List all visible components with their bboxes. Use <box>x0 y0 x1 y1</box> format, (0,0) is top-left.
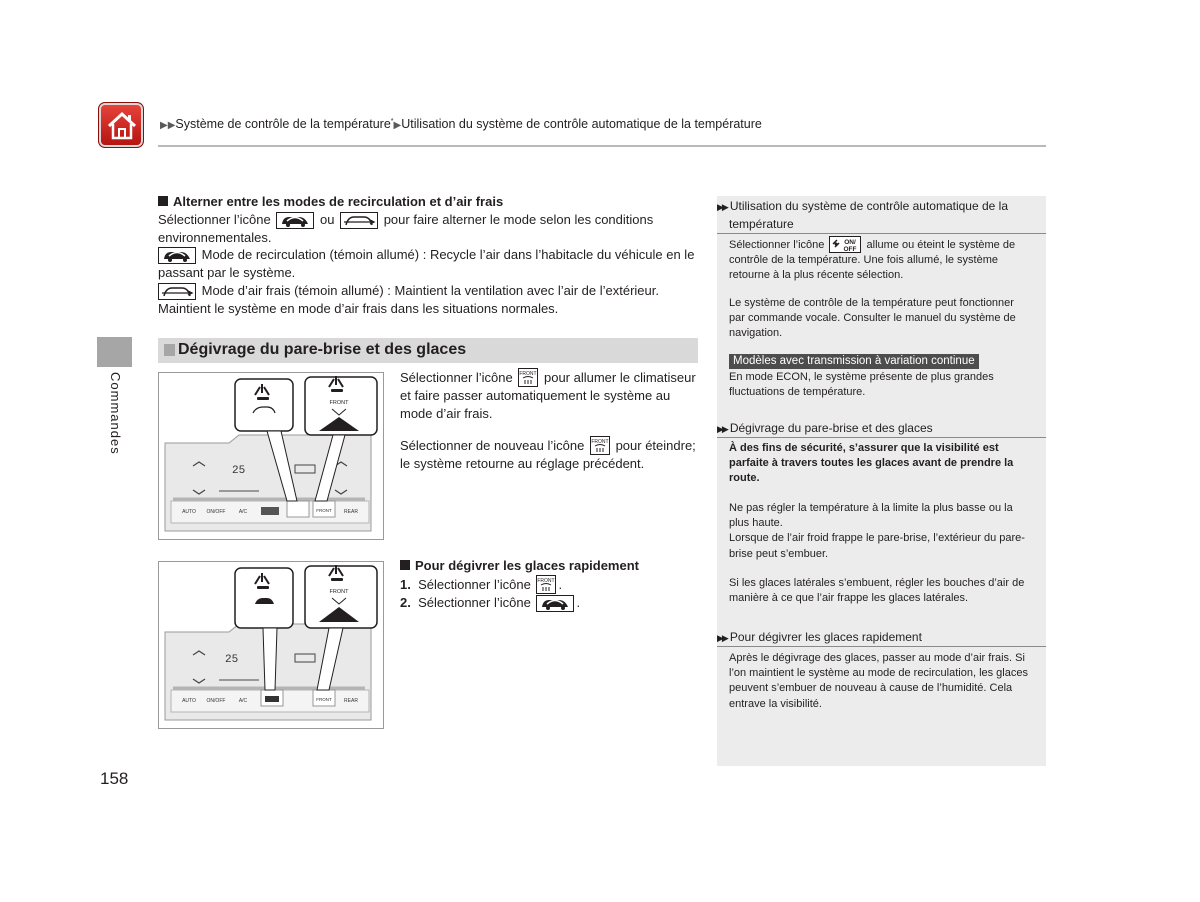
svg-text:ON/OFF: ON/OFF <box>206 698 226 704</box>
climate-panel-drawing <box>159 562 384 729</box>
square-bullet-icon <box>158 196 168 206</box>
svg-text:A/C: A/C <box>238 509 248 515</box>
note-title-defrost: ▶▶ Dégivrage du pare-brise et des glaces <box>717 421 933 435</box>
double-arrow-icon: ▶▶ <box>717 633 727 643</box>
svg-text:REAR: REAR <box>344 698 358 704</box>
section-title: Dégivrage du pare-brise et des glaces <box>178 341 467 358</box>
defrost-p2-line1: Sélectionner de nouveau l’icône FRONT pour éteindre; <box>400 438 696 453</box>
note-title-auto-control-cont: température <box>729 217 794 231</box>
svg-text:REAR: REAR <box>344 509 358 515</box>
recirculation-icon <box>536 595 574 612</box>
recirc-line1: Sélectionner l’icône ou pour faire alterner le mode selon les conditions <box>158 211 654 227</box>
recirc-heading: Alterner entre les modes de recirculation et d’air frais <box>158 193 698 211</box>
note-onoff: Sélectionner l’icône ON/ OFF allume ou éteint le système de contrôle de la température. Une fois allumé, le système retourne à la plus récente sélection. <box>729 236 1039 284</box>
svg-text:FRONT: FRONT <box>591 439 609 445</box>
climate-panel-illustration-1 <box>158 372 384 540</box>
header-divider <box>158 145 1046 147</box>
recirc-mode-line: Mode de recirculation (témoin allumé) : Recycle l’air dans l’habitacle du véhicule en le <box>158 246 698 264</box>
breadcrumb-part1[interactable]: Système de contrôle de la température <box>175 117 391 131</box>
defrost-p1-line1: Sélectionner l’icône FRONT pour allumer le climatiseur <box>400 370 696 385</box>
double-arrow-icon: ▶▶ <box>717 202 727 212</box>
svg-text:FRONT: FRONT <box>316 697 332 702</box>
note-voice: Le système de contrôle de la température peut fonctionner par commande vocale. Consulter le manuel du système de navigation. <box>729 297 1016 340</box>
svg-text:OFF: OFF <box>843 246 857 252</box>
note-divider <box>717 646 1046 647</box>
defrost-instructions <box>400 368 698 473</box>
recirc-block <box>158 193 698 317</box>
front-defrost-icon <box>518 368 538 387</box>
breadcrumb-asterisk: * <box>390 117 394 125</box>
home-icon <box>105 109 139 143</box>
page-number: 158 <box>100 769 129 788</box>
defrost-p1-line2: et faire passer automatiquement le système au <box>400 388 671 403</box>
chapter-label: Commandes <box>108 372 123 455</box>
climate-panel-illustration-2 <box>158 561 384 729</box>
climate-panel-drawing <box>159 373 384 540</box>
recirculation-icon <box>158 247 196 264</box>
note-safety-warning: À des fins de sécurité, s’assurer que la visibilité est parfaite à travers toutes les glaces avant de prendre la route. <box>729 442 1014 485</box>
note-econ: En mode ECON, le système présente de plus grandes fluctuations de température. <box>729 371 994 399</box>
svg-text:FRONT: FRONT <box>329 400 349 406</box>
note-side-windows: Si les glaces latérales s’embuent, régler les bouches d’air de manière à ce que l’air frappe les glaces latérales. <box>729 577 1025 605</box>
rapid-step-1: 1. Sélectionner l’icône FRONT . <box>400 577 563 592</box>
breadcrumb-arrow-icon: ▶ <box>393 120 402 131</box>
home-button[interactable] <box>98 102 144 148</box>
svg-text:FRONT: FRONT <box>519 371 537 377</box>
defrost-p1-line3: mode d’air frais. <box>400 406 493 421</box>
square-bullet-icon <box>400 560 410 570</box>
section-heading-bar <box>158 338 698 363</box>
svg-text:25: 25 <box>225 654 239 666</box>
section-square-icon <box>164 344 175 356</box>
fresh-mode-line: Mode d’air frais (témoin allumé) : Maintient la ventilation avec l’air de l’extérieur. <box>158 282 698 300</box>
svg-text:AUTO: AUTO <box>182 698 196 704</box>
notes-sidebar <box>717 196 1046 766</box>
defrost-p2-line2: le système retourne au réglage précédent. <box>400 456 645 471</box>
rapid-defrost-block <box>400 557 698 612</box>
front-defrost-icon <box>590 436 610 455</box>
note-divider <box>717 233 1046 234</box>
note-divider <box>717 437 1046 438</box>
double-arrow-icon: ▶▶ <box>717 424 727 434</box>
fresh-air-icon <box>158 283 196 300</box>
fresh-air-icon <box>340 212 378 229</box>
breadcrumb[interactable] <box>160 117 762 131</box>
fresh-note: Maintient le système en mode d’air frais dans les situations normales. <box>158 300 559 316</box>
recirculation-icon <box>276 212 314 229</box>
rapid-step-2: 2. Sélectionner l’icône . <box>400 595 581 610</box>
svg-text:AUTO: AUTO <box>182 509 196 515</box>
breadcrumb-part2: Utilisation du système de contrôle automatique de la température <box>401 117 762 131</box>
svg-text:ON/: ON/ <box>844 239 857 246</box>
recirc-mode-line-b: passant par le système. <box>158 265 296 280</box>
chapter-tab[interactable] <box>97 337 132 367</box>
note-temperature: Ne pas régler la température à la limite la plus basse ou la plus haute. Lorsque de l’air froid frappe le pare-brise, l’extérieur du pare- brise peut s’embuer. <box>729 502 1025 560</box>
svg-text:FRONT: FRONT <box>537 578 556 584</box>
front-defrost-icon <box>536 575 556 594</box>
note-title-rapid: ▶▶ Pour dégivrer les glaces rapidement <box>717 630 922 644</box>
svg-text:FRONT: FRONT <box>329 589 349 595</box>
svg-text:A/C: A/C <box>238 698 248 704</box>
note-rapid: Après le dégivrage des glaces, passer au mode d’air frais. Si l’on maintient le système au mode de recirculation, les glaces peuvent s’embuer de nouveau à cause de l’humidité. Cela entrave la visibilité. <box>729 652 1028 710</box>
rapid-heading: Pour dégivrer les glaces rapidement <box>400 557 698 575</box>
svg-text:ON/OFF: ON/OFF <box>206 509 226 515</box>
note-title-auto-control: ▶▶ Utilisation du système de contrôle automatique de la <box>717 199 1008 213</box>
svg-text:FRONT: FRONT <box>316 508 332 513</box>
svg-text:25: 25 <box>232 465 246 477</box>
model-badge: Modèles avec transmission à variation continue <box>729 354 979 369</box>
recirc-line2: environnementales. <box>158 229 272 245</box>
breadcrumb-arrow-icon: ▶▶ <box>160 120 176 131</box>
on-off-icon <box>829 236 861 253</box>
